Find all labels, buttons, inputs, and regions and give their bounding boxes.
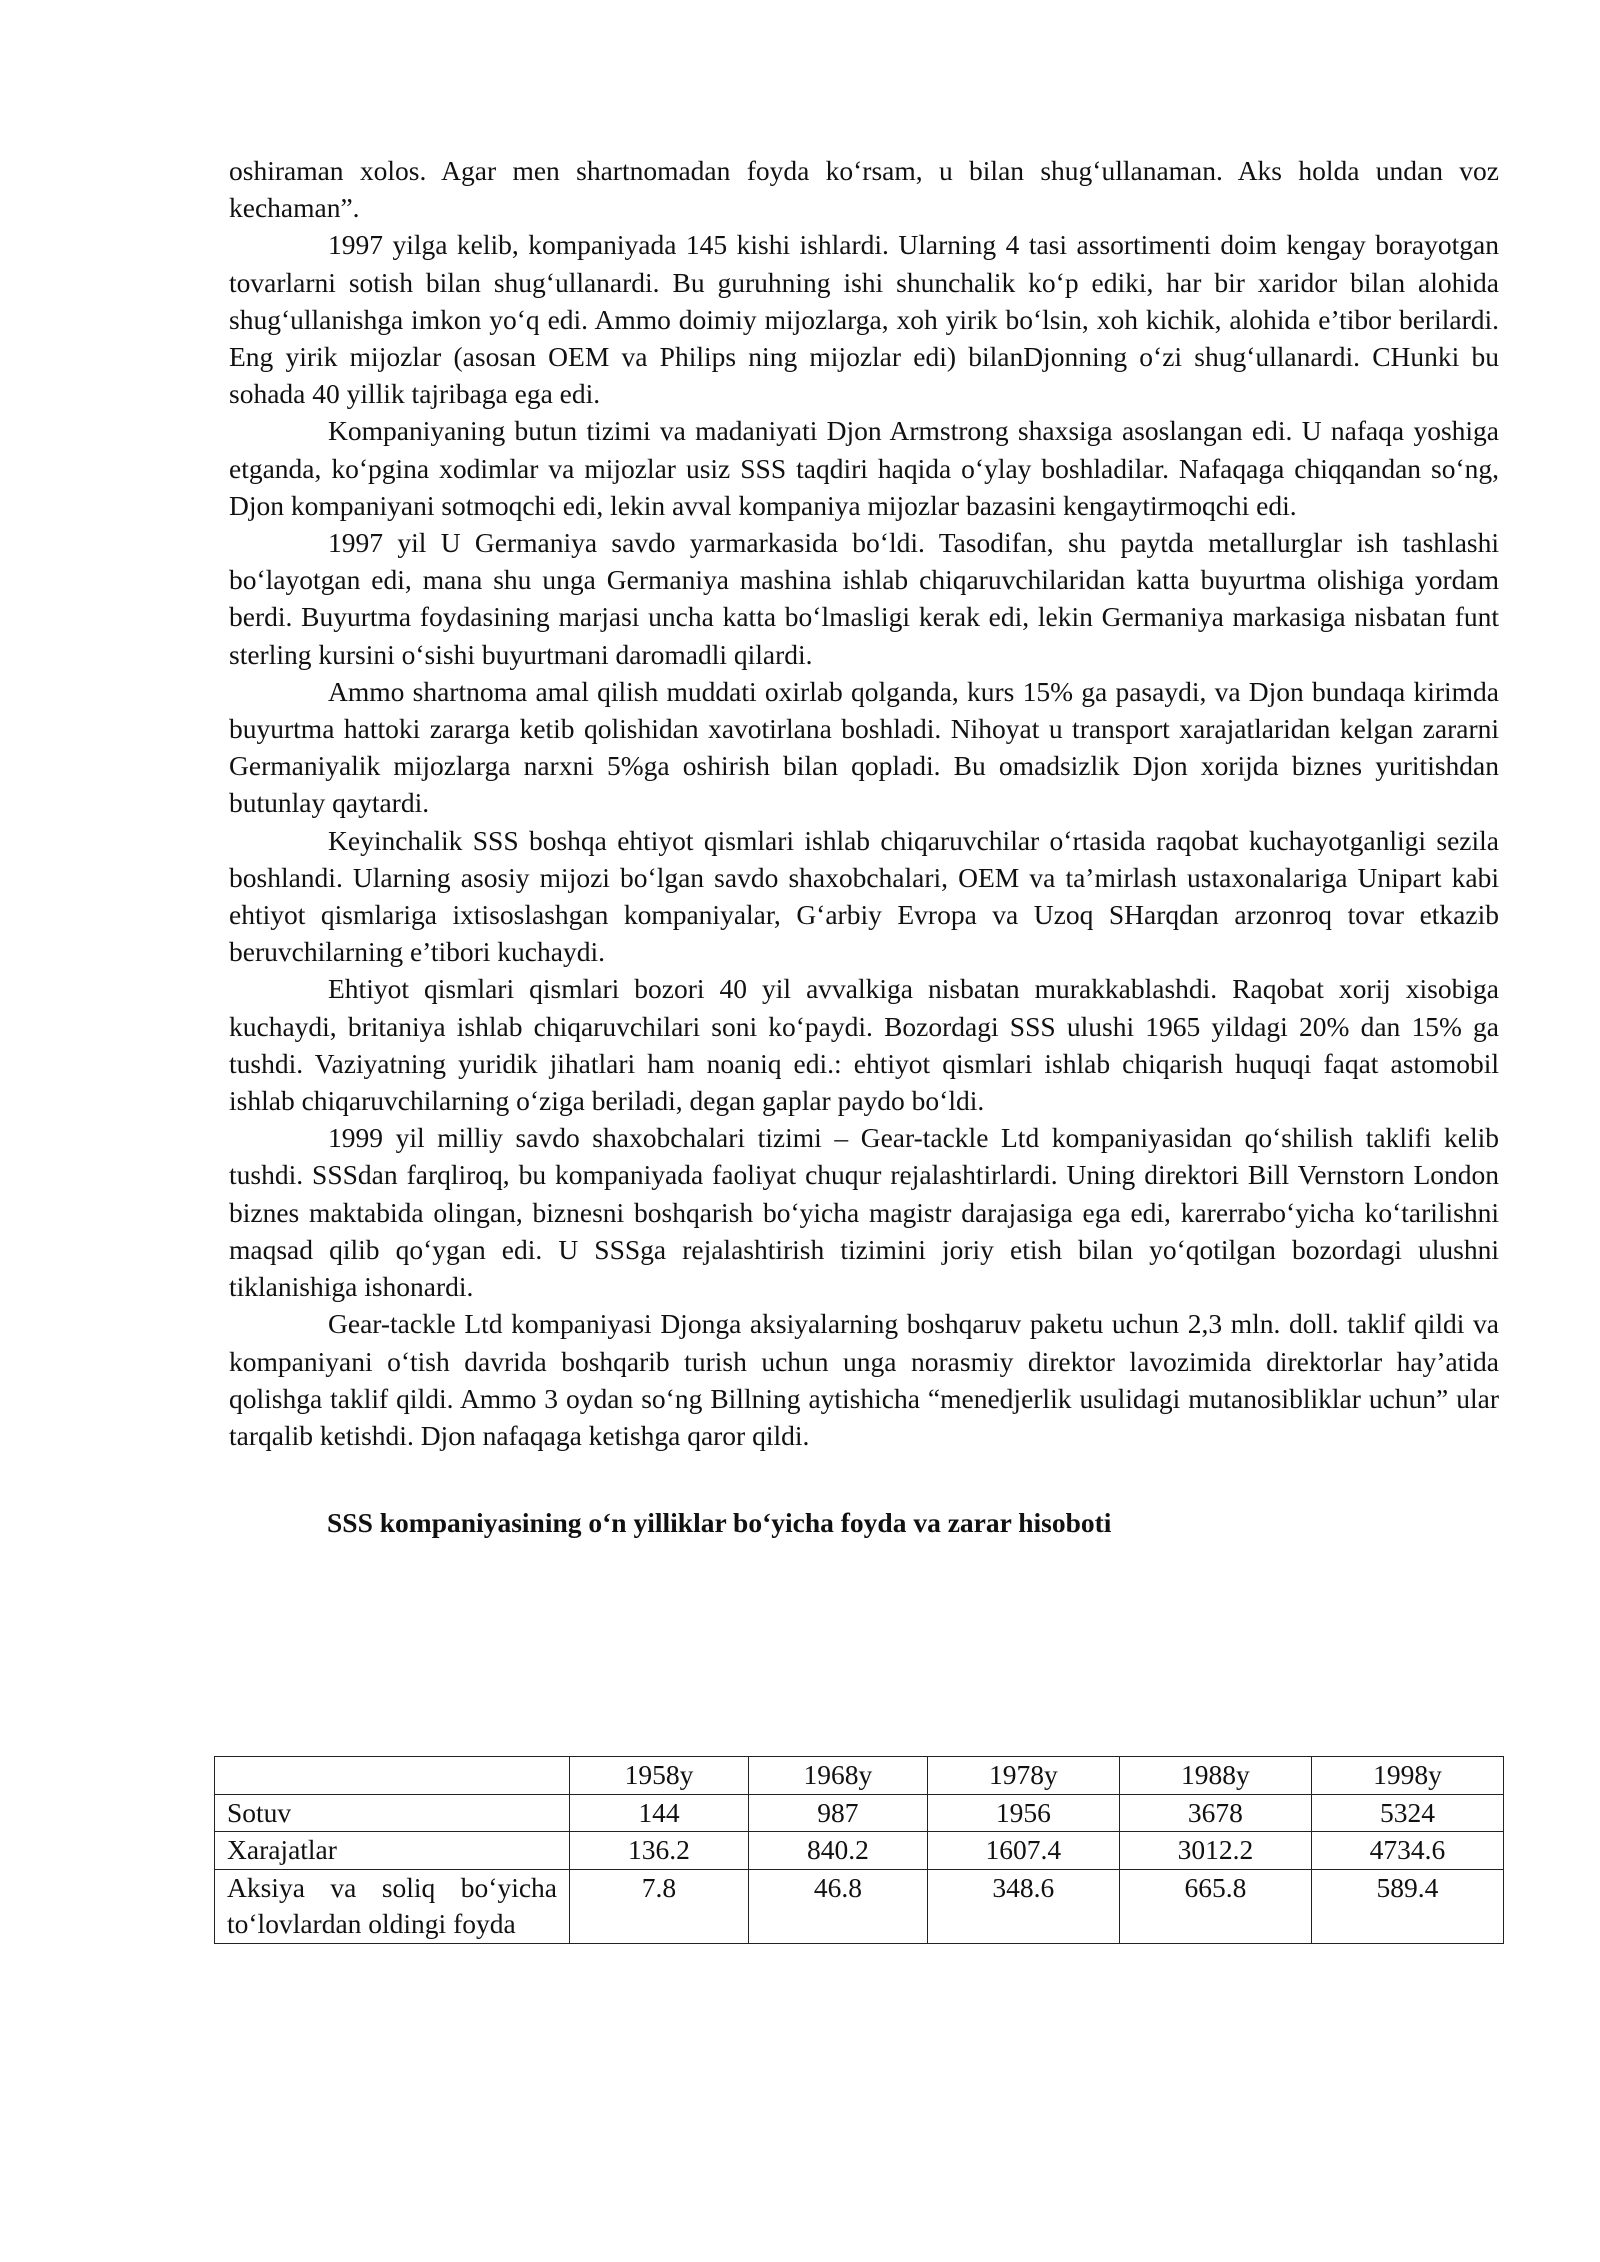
document-body <box>229 152 1499 1454</box>
column-header: 1988y <box>1119 1757 1311 1795</box>
table-cell: 987 <box>748 1794 927 1832</box>
table-cell: 5324 <box>1311 1794 1503 1832</box>
column-header: 1978y <box>927 1757 1119 1795</box>
report-table <box>214 1756 1504 1944</box>
table-cell: 4734.6 <box>1311 1832 1503 1870</box>
table-row <box>215 1794 1504 1832</box>
table-cell: 1956 <box>927 1794 1119 1832</box>
document-page <box>229 152 1499 1541</box>
paragraph: Kompaniyaning butun tizimi va madaniyati Djon Armstrong shaxsiga asoslangan edi. U nafaqa yoshiga etganda, koʻpgina xodimlar va mijozlar usiz SSS taqdiri haqida oʻylay boshladilar. Nafaqaga chiqqandan soʻng, Djon kompaniyani sotmoqchi edi, lekin avval kompaniya mijozlar bazasini kengaytirmoqchi edi. <box>229 415 1499 521</box>
row-label: Xarajatlar <box>215 1832 570 1870</box>
table-corner-cell <box>215 1757 570 1795</box>
table-cell: 589.4 <box>1311 1869 1503 1943</box>
paragraph: 1999 yil milliy savdo shaxobchalari tizimi – Gear-tackle Ltd kompaniyasidan qoʻshilish taklifi kelib tushdi. SSSdan farqliroq, bu kompaniyada faoliyat chuqur rejalashtirlardi. Uning direktori Bill Vernstorn London biznes maktabida olingan, biznesni boshqarish boʻyicha magistr darajasiga ega edi, karerraboʻyicha koʻtarilishni maqsad qilib qoʻygan edi. U SSSga rejalashtirish tizimini joriy etish bilan yoʻqotilgan bozordagi ulushni tiklanishiga ishonardi. <box>229 1122 1499 1303</box>
paragraph: Ammo shartnoma amal qilish muddati oxirlab qolganda, kurs 15% ga pasaydi, va Djon bundaqa kirimda buyurtma hattoki zararga ketib qolishidan xavotirlana boshladi. Nihoyat u transport xarajatlaridan kelgan zararni Germaniyalik mijozlarga narxni 5%ga oshirish bilan qopladi. Bu omadsizlik Djon xorijda biznes yuritishdan butunlay qaytardi. <box>229 675 1499 819</box>
paragraph: 1997 yil U Germaniya savdo yarmarkasida boʻldi. Tasodifan, shu paytda metallurglar ish tashlashi boʻlayotgan edi, mana shu unga Germaniya mashina ishlab chiqaruvchilaridan katta buyurtma olishiga yordam berdi. Buyurtma foydasining marjasi uncha katta boʻlmasligi kerak edi, lekin Germaniya markasiga nisbatan funt sterling kursini oʻsishi buyurtmani daromadli qilardi. <box>229 527 1499 670</box>
table-cell: 665.8 <box>1119 1869 1311 1943</box>
table-cell: 46.8 <box>748 1869 927 1943</box>
paragraph: Gear-tackle Ltd kompaniyasi Djonga aksiyalarning boshqaruv paketu uchun 2,3 mln. doll. taklif qildi va kompaniyani oʻtish davrida boshqarib turish uchun unga norasmiy direktor lavozimida direktorlar hay’atida qolishga taklif qildi. Ammo 3 oydan soʻng Billning aytishicha “menedjerlik usulidagi mutanosibliklar uchun” ular tarqalib ketishdi. Djon nafaqaga ketishga qaror qildi. <box>229 1308 1499 1451</box>
paragraph: Keyinchalik SSS boshqa ehtiyot qismlari ishlab chiqaruvchilar oʻrtasida raqobat kuchayotganligi sezila boshlandi. Ularning asosiy mijozi boʻlgan savdo shaxobchalari, OEM va ta’mirlash ustaxonalariga Unipart kabi ehtiyot qismlariga ixtisoslashgan kompaniyalar, Gʻarbiy Evropa va Uzoq SHarqdan arzonroq tovar etkazib beruvchilarning e’tibori kuchaydi. <box>229 824 1499 968</box>
table-header-row <box>215 1757 1504 1795</box>
table-title: SSS kompaniyasining oʻn yilliklar boʻyicha foyda va zarar hisoboti <box>327 1507 1112 1539</box>
table-cell: 840.2 <box>748 1832 927 1870</box>
paragraph: oshiraman xolos. Agar men shartnomadan foyda koʻrsam, u bilan shugʻullanaman. Aks holda undan voz kechaman”. <box>229 155 1499 224</box>
row-label: Aksiya va soliq boʻyicha toʻlovlardan oldingi foyda <box>215 1869 570 1943</box>
table-cell: 1607.4 <box>927 1832 1119 1870</box>
column-header: 1958y <box>570 1757 749 1795</box>
paragraph: 1997 yilga kelib, kompaniyada 145 kishi ishlardi. Ularning 4 tasi assortimenti doim kengay borayotgan tovarlarni sotish bilan shugʻullanardi. Bu guruhning ishi shunchalik koʻp ediki, har bir xaridor bilan alohida shugʻullanishga imkon yoʻq edi. Ammo doimiy mijozlarga, xoh yirik boʻlsin, xoh kichik, alohida e’tibor berilardi. Eng yirik mijozlar (asosan OEM va Philips ning mijozlar edi) bilanDjonning oʻzi shugʻullanardi. CHunki bu sohada 40 yillik tajribaga ega edi. <box>229 229 1499 410</box>
table-cell: 348.6 <box>927 1869 1119 1943</box>
table-cell: 3678 <box>1119 1794 1311 1832</box>
table-cell: 3012.2 <box>1119 1832 1311 1870</box>
column-header: 1998y <box>1311 1757 1503 1795</box>
column-header: 1968y <box>748 1757 927 1795</box>
table-row <box>215 1832 1504 1870</box>
paragraph: Ehtiyot qismlari qismlari bozori 40 yil avvalkiga nisbatan murakkablashdi. Raqobat xorij xisobiga kuchaydi, britaniya ishlab chiqaruvchilari soni koʻpaydi. Bozordagi SSS ulushi 1965 yildagi 20% dan 15% ga tushdi. Vaziyatning yuridik jihatlari ham noaniq edi.: ehtiyot qismlari ishlab chiqarish huquqi faqat astomobil ishlab chiqaruvchilarning oʻziga beriladi, degan gaplar paydo boʻldi. <box>229 973 1499 1117</box>
table-row <box>215 1869 1504 1943</box>
table-cell: 7.8 <box>570 1869 749 1943</box>
table-cell: 136.2 <box>570 1832 749 1870</box>
row-label: Sotuv <box>215 1794 570 1832</box>
table-cell: 144 <box>570 1794 749 1832</box>
